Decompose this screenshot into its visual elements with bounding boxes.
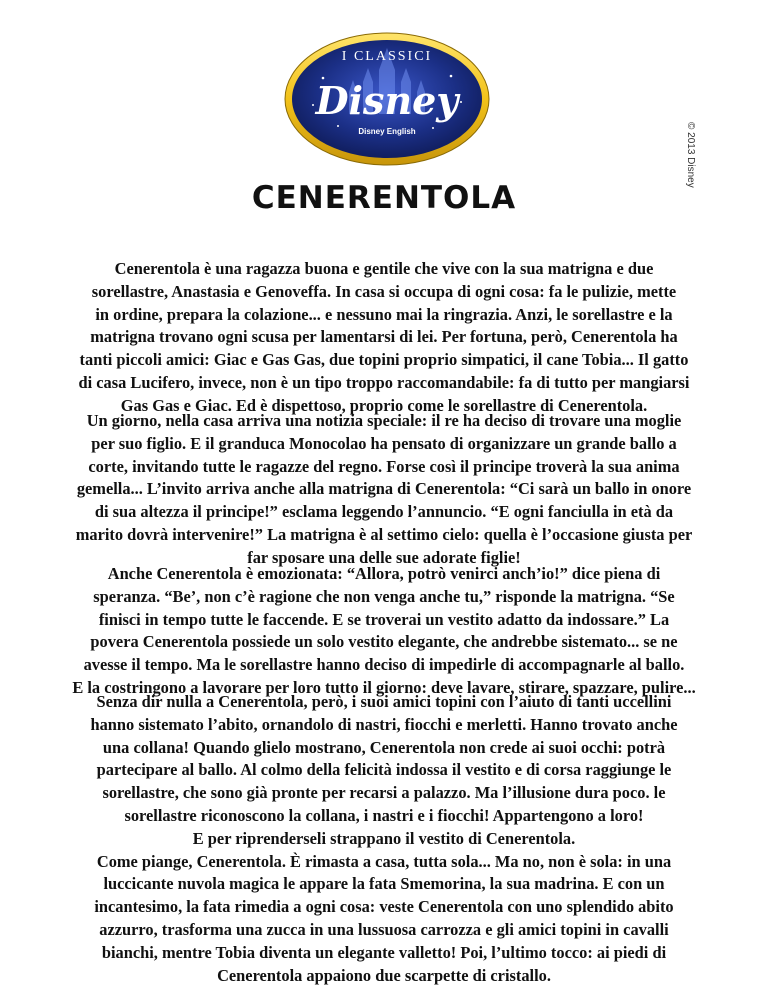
text-line: speranza. “Be’, non c’è ragione che non venga anche tu,” risponde la matrigna. “Se [93,586,675,606]
logo-sub-text: Disney English [358,127,416,136]
text-line: avesse il tempo. Ma le sorellastre hanno deciso di impedirle di accompagnarle al ballo. [83,655,685,675]
text-line: azzurro, trasforma una zucca in una lussuosa carrozza e gli amici topini in cavalli [99,919,669,939]
logo-top-text: I CLASSICI [341,49,433,64]
text-line: bianchi, mentre Tobia diventa un elegante valletto! Poi, l’ultimo tocco: ai piedi di [101,942,667,962]
text-line: di casa Lucifero, invece, non è un tipo troppo raccomandabile: fa di tutto per mangiarsi [78,372,690,392]
text-line: in ordine, prepara la colazione... e nessuno mai la ringrazia. Anzi, le sorellastre e la [95,304,673,324]
text-line: per suo figlio. E il granduca Monocolao ha pensato di organizzare un grande ballo a [91,433,677,453]
text-line: far sposare una delle sue adorate figlie! [247,547,521,567]
text-line: una collana! Quando glielo mostrano, Cenerentola non crede ai suoi occhi: potrà [102,737,666,757]
text-line: Senza dir nulla a Cenerentola, però, i suoi amici topini con l’aiuto di tanti uccellini [96,692,672,711]
page-title: CENERENTOLA [251,180,517,216]
text-line: matrigna trovano ogni scusa per lamentarsi di lei. Per fortuna, però, Cenerentola ha [90,327,678,347]
text-line: hanno sistemato l’abito, ornandolo di nastri, fiocchi e merletti. Hanno trovato anche [90,714,678,734]
text-line: marito dovrà intervenire!” La matrigna è al settimo cielo: quella è l’occasione giusta per [75,524,693,544]
text-line: Cenerentola è una ragazza buona e gentile che vive con la sua matrigna e due [114,259,654,278]
text-line: E la costringono a lavorare per loro tutto il giorno: deve lavare, stirare, spazzare, pulire... [72,677,696,697]
text-line: E per riprenderseli strappano il vestito di Cenerentola. [192,828,576,848]
story-paragraph-3 [16,563,752,700]
text-line: partecipare al ballo. Al colmo della felicità indossa il vestito e di corsa raggiunge le [96,760,672,780]
text-line: Come piange, Cenerentola. È rimasta a casa, tutta sola... Ma no, non è sola: in una [96,851,672,871]
story-paragraph-4 [16,691,752,987]
text-line: sorellastre riconoscono la collana, i nastri e i fiocchi! Appartengono a loro! [124,805,644,825]
text-line: sorellastre, Anastasia e Genoveffa. In casa si occupa di ogni cosa: fa le pulizie, mette [91,281,677,301]
copyright-notice: © 2013 Disney [685,122,696,188]
text-line: corte, invitando tutte le ragazze del regno. Forse così il principe troverà la sua anima [88,456,680,476]
text-line: finisci in tempo tutte le faccende. E se troverai un vestito adatto da indossare.” La [98,609,670,629]
text-line: incantesimo, la fata rimedia a ogni cosa: veste Cenerentola con uno splendido abito [94,897,674,917]
text-line: tanti piccoli amici: Giac e Gas Gas, due topini proprio simpatici, il cane Tobia... Il gatto [79,350,689,370]
text-line: luccicante nuvola magica le appare la fata Smemorina, la sua madrina. E con un [103,874,665,894]
text-line: Un giorno, nella casa arriva una notizia speciale: il re ha deciso di trovare una moglie [86,411,682,430]
story-paragraph-2 [16,410,752,570]
text-line: povera Cenerentola possiede un solo vestito elegante, che andrebbe sistemato... se ne [90,632,678,652]
text-line: Gas Gas e Giac. Ed è dispettoso, proprio come le sorellastre di Cenerentola. [120,395,648,415]
text-line: gemella... L’invito arriva anche alla matrigna di Cenerentola: “Ci sarà un ballo in onore [76,479,692,499]
text-line: Anche Cenerentola è emozionata: “Allora, potrò venirci anch’io!” dice piena di [107,564,661,583]
text-line: di sua altezza il principe!” esclama leggendo l’annuncio. “E ogni fanciulla in età da [94,502,674,522]
i-classici-disney-logo [283,30,491,168]
story-paragraph-1 [16,258,752,418]
logo-brand-text: Disney [315,78,459,123]
text-line: sorellastre, che sono già pronte per recarsi a palazzo. Ma l’illusione dura poco. le [102,783,666,803]
text-line: Cenerentola appaiono due scarpette di cristallo. [217,965,551,985]
